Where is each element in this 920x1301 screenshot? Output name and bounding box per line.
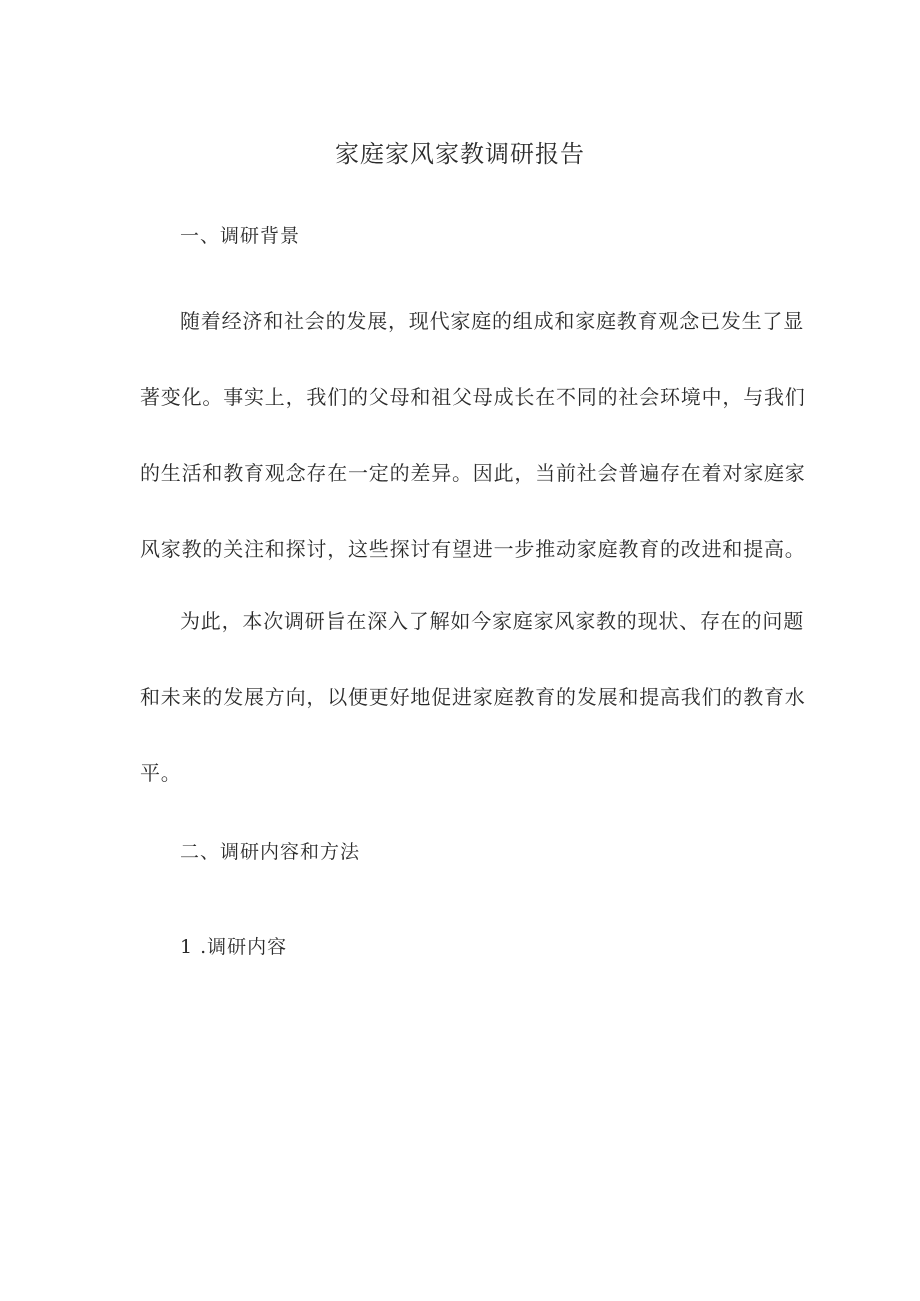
paragraph-line: 著变化。事实上，我们的父母和祖父母成长在不同的社会环境中，与我们 <box>140 385 806 409</box>
paragraph-line: 风家教的关注和探讨，这些探讨有望进一步推动家庭教育的改进和提高。 <box>140 537 806 561</box>
paragraph-line: 和未来的发展方向，以便更好地促进家庭教育的发展和提高我们的教育水 <box>140 685 806 709</box>
paragraph-background <box>140 306 806 610</box>
section-heading-background: 一、调研背景 <box>180 225 301 247</box>
subsection-heading-content: 1 .调研内容 <box>180 936 288 958</box>
paragraph-purpose <box>140 606 806 834</box>
paragraph-line: 的生活和教育观念存在一定的差异。因此，当前社会普遍存在着对家庭家 <box>140 461 806 485</box>
document-title: 家庭家风家教调研报告 <box>335 140 585 168</box>
section-heading-content-method: 二、调研内容和方法 <box>180 841 361 863</box>
paragraph-line: 为此，本次调研旨在深入了解如今家庭家风家教的现状、存在的问题 <box>180 609 804 633</box>
paragraph-line: 平。 <box>140 761 182 785</box>
paragraph-line: 随着经济和社会的发展，现代家庭的组成和家庭教育观念已发生了显 <box>180 309 804 333</box>
